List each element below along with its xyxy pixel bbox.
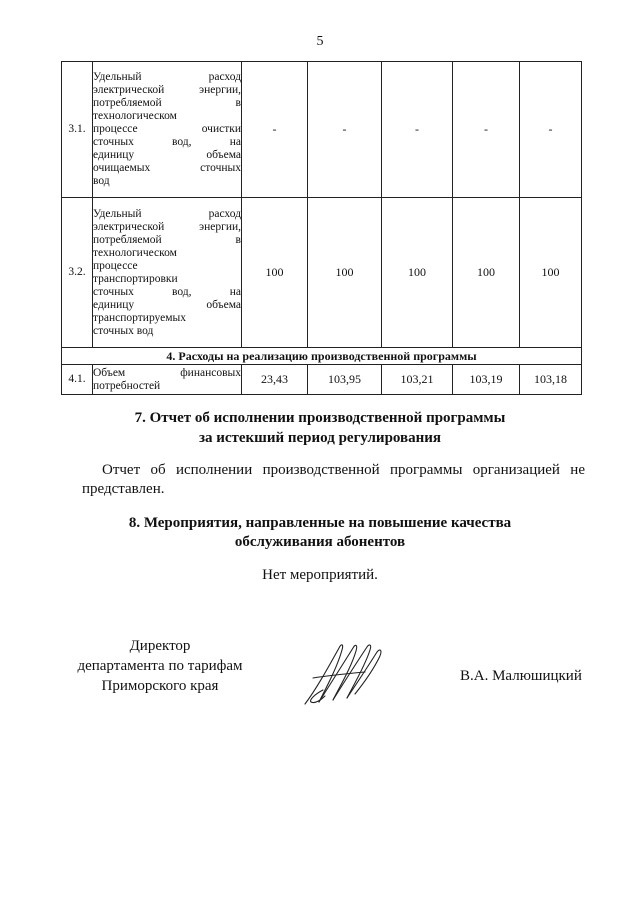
position-line: Директор <box>129 638 191 654</box>
section-7-title-line1: 7. Отчет об исполнении производственной программы <box>134 410 506 426</box>
section-7-title-line2: за истекший период регулирования <box>198 430 442 446</box>
value-cell: 103,19 <box>453 365 520 395</box>
row-number: 3.2. <box>62 198 93 348</box>
handwritten-signature-icon <box>295 638 390 708</box>
desc-line: транспортируемых <box>93 311 187 324</box>
value-cell: - <box>308 62 382 198</box>
section-8-title-line2: обслуживания абонентов <box>234 534 406 550</box>
indicators-table <box>61 61 582 395</box>
desc-line: сточных вод, на <box>93 285 241 298</box>
value-cell: - <box>242 62 308 198</box>
section-8-title-line1: 8. Мероприятия, направленные на повышение качества <box>128 515 512 531</box>
row-description <box>93 62 242 198</box>
value-cell: 100 <box>242 198 308 348</box>
desc-line: единицу объема <box>93 298 241 311</box>
desc-line: потребностей <box>93 379 161 392</box>
desc-line: потребляемой в <box>93 97 241 109</box>
desc-line: технологическом <box>93 246 177 259</box>
row-description <box>93 198 242 348</box>
section-row <box>62 348 582 365</box>
table-row <box>62 62 582 198</box>
desc-line: сточных вод, на <box>93 136 241 148</box>
value-cell: 103,21 <box>382 365 453 395</box>
value-cell: 100 <box>308 198 382 348</box>
desc-line: транспортировки <box>93 272 178 285</box>
value-cell: 100 <box>520 198 582 348</box>
value-cell: - <box>382 62 453 198</box>
value-cell: 23,43 <box>242 365 308 395</box>
desc-line: единицу объема <box>93 149 241 161</box>
desc-line: сточных вод <box>93 324 154 337</box>
desc-line: потребляемой в <box>93 233 241 246</box>
page-number: 5 <box>316 34 324 49</box>
table-row <box>62 198 582 348</box>
position-line: Приморского края <box>101 678 219 694</box>
desc-line: Объем финансовых <box>93 366 241 379</box>
value-cell: 103,18 <box>520 365 582 395</box>
desc-line: электрической энергии, <box>93 220 241 233</box>
desc-line: процессе очистки <box>93 123 241 135</box>
section-7-text: Отчет об исполнении производственной программы организацией не представлен. <box>82 462 585 497</box>
row-description <box>93 365 242 395</box>
section-4-heading: 4. Расходы на реализацию производственной программы <box>62 348 582 365</box>
desc-line: вод <box>93 175 110 187</box>
row-number: 4.1. <box>62 365 93 395</box>
section-8-text: Нет мероприятий. <box>262 567 378 583</box>
signatory-name: В.А. Малюшицкий <box>460 668 582 684</box>
signatory-position <box>60 636 260 696</box>
value-cell: 100 <box>453 198 520 348</box>
desc-line: очищаемых сточных <box>93 162 241 174</box>
value-cell: 100 <box>382 198 453 348</box>
desc-line: Удельный расход <box>93 71 241 83</box>
desc-line: процессе <box>93 259 138 272</box>
value-cell: - <box>453 62 520 198</box>
value-cell: - <box>520 62 582 198</box>
value-cell: 103,95 <box>308 365 382 395</box>
table-row <box>62 365 582 395</box>
desc-line: технологическом <box>93 110 177 122</box>
desc-line: электрической энергии, <box>93 84 241 96</box>
position-line: департамента по тарифам <box>77 658 243 674</box>
desc-line: Удельный расход <box>93 207 241 220</box>
row-number: 3.1. <box>62 62 93 198</box>
